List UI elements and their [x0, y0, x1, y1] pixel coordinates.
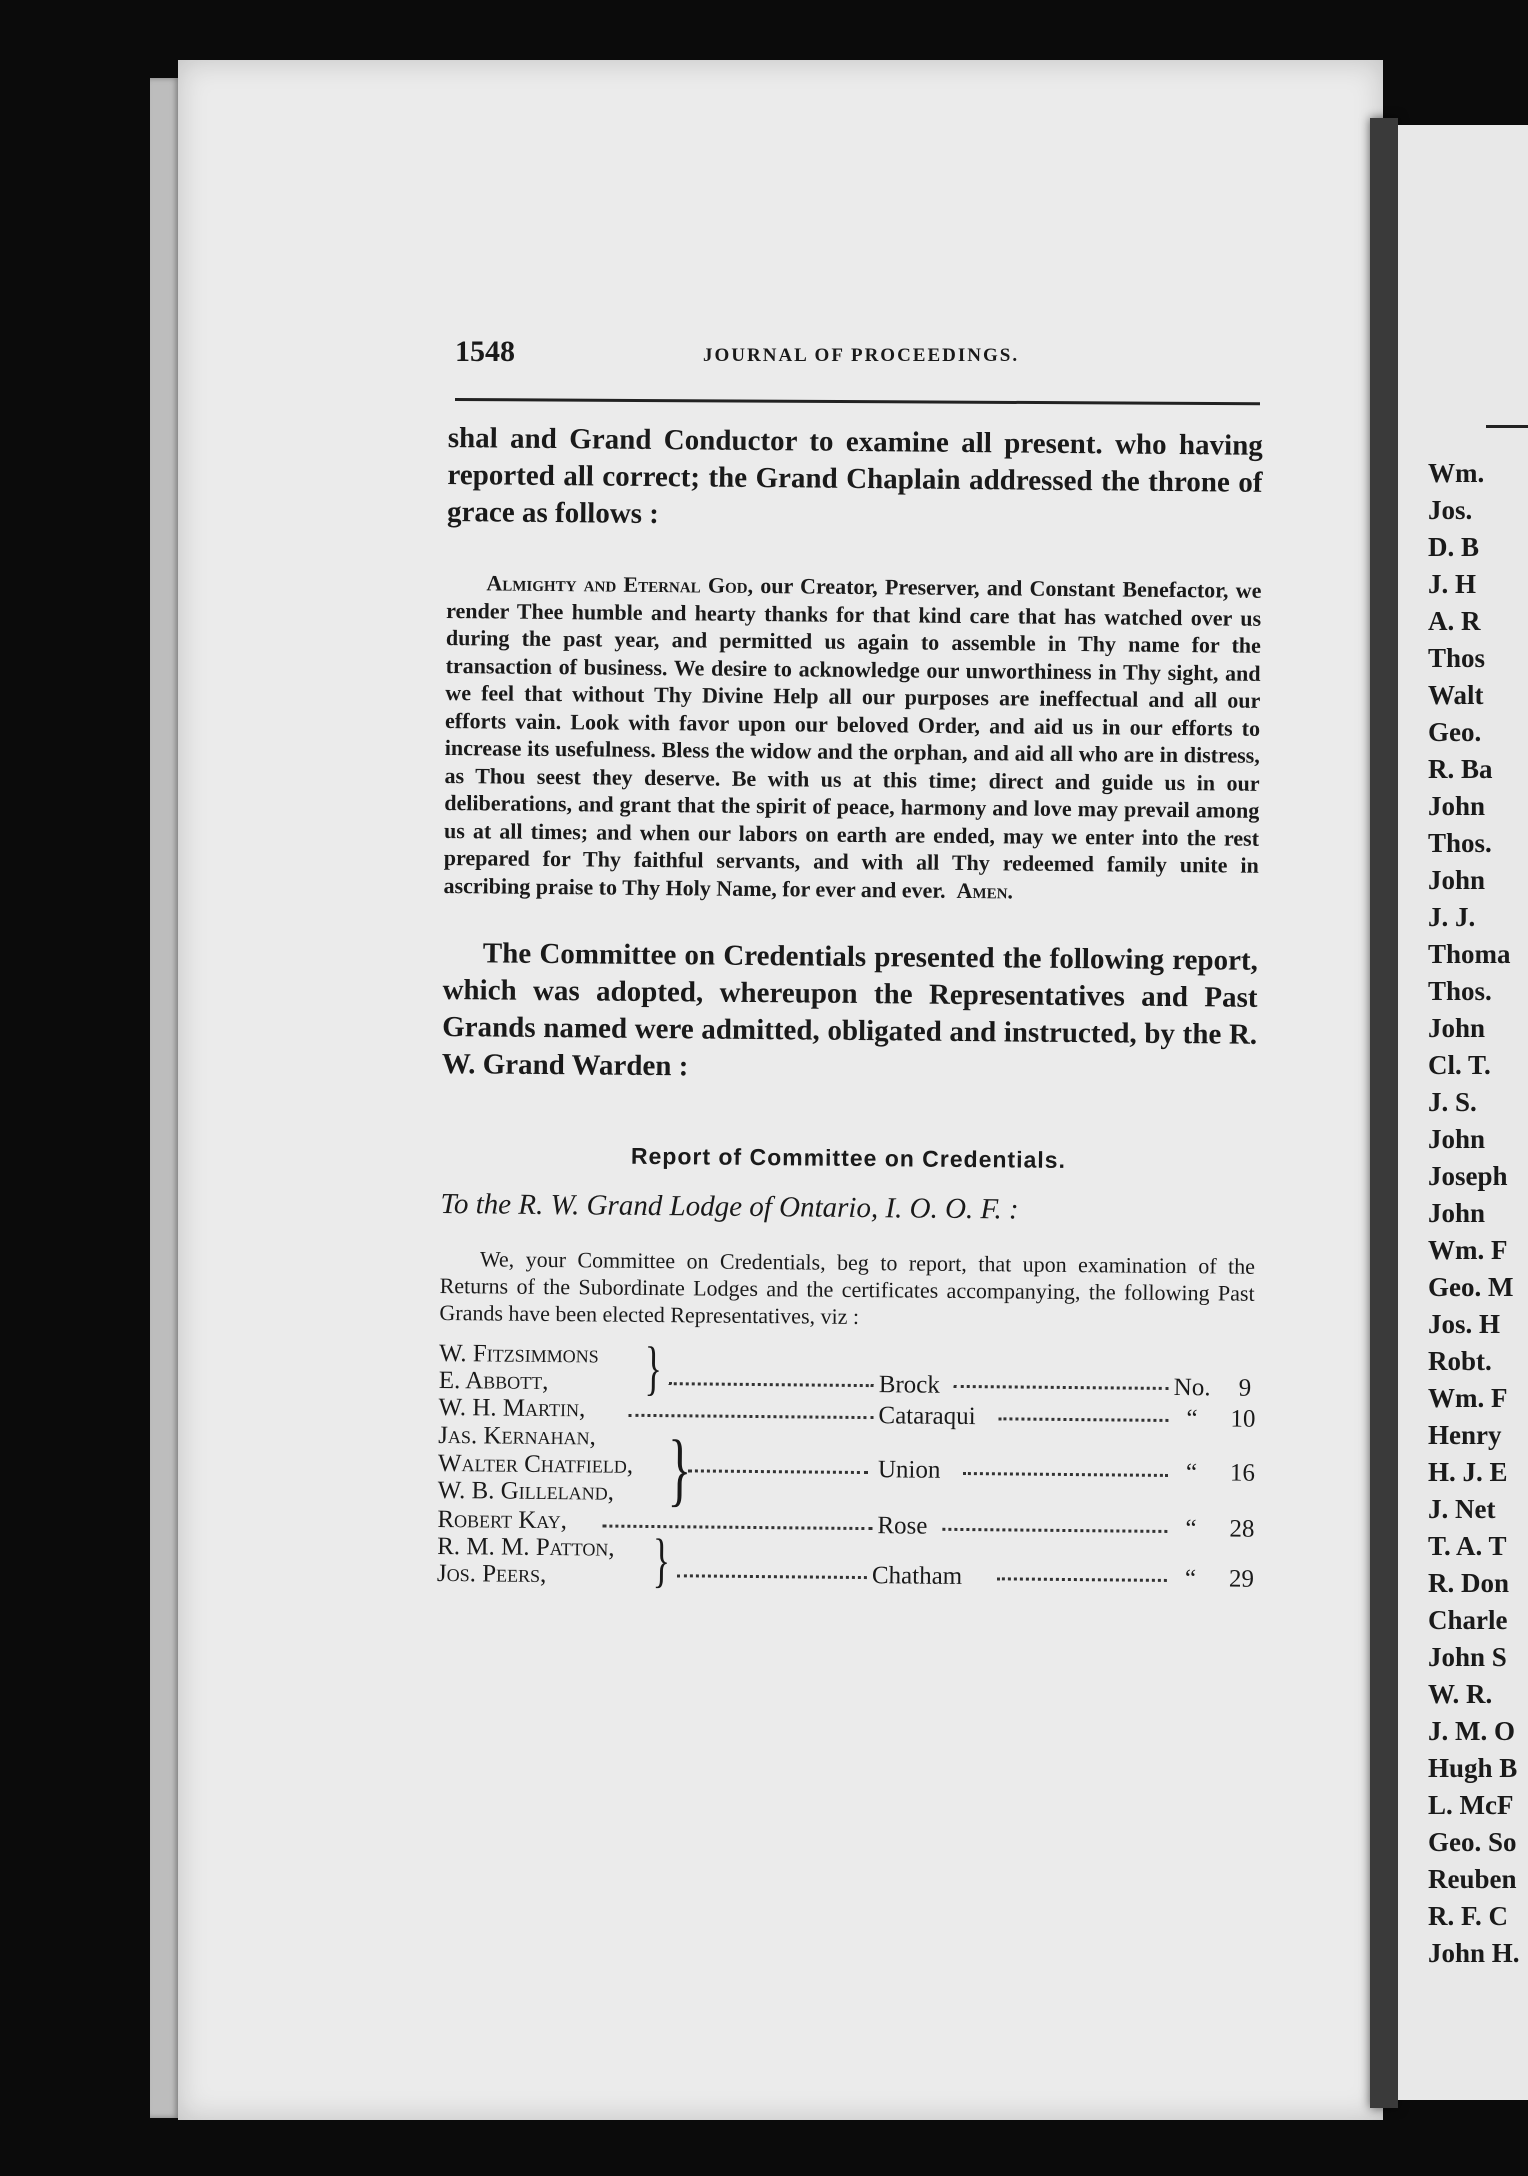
- lodge-name: Chatham: [871, 1562, 963, 1590]
- representative-name: W. H. Martin,: [438, 1393, 586, 1423]
- list-item: W. R.: [1428, 1679, 1493, 1709]
- grouping-brace: }: [644, 1334, 663, 1402]
- prayer-invocation: Almighty and Eternal God,: [486, 570, 754, 598]
- list-item: Charle: [1428, 1605, 1508, 1635]
- list-item: Wm. F: [1428, 1235, 1508, 1265]
- dot-leader: [954, 1385, 1169, 1390]
- list-item: L. McF: [1428, 1790, 1514, 1820]
- list-item: Robt.: [1428, 1346, 1492, 1376]
- representative-name: Walter Chatfield,: [437, 1449, 634, 1479]
- list-item: Henry: [1428, 1420, 1502, 1450]
- representative-name: R. M. M. Patton,: [437, 1532, 615, 1562]
- opening-paragraph: shal and Grand Conductor to examine all present. who having reported all correct; the Grand Chaplain addressed the throne of grace as follows :: [446, 421, 1263, 531]
- list-item: J. H: [1428, 569, 1477, 599]
- list-item: A. R: [1428, 606, 1481, 636]
- lodge-number-label: No.: [1173, 1374, 1211, 1402]
- lodge-number-label: “: [1185, 1459, 1198, 1487]
- dot-leader: [688, 1469, 868, 1474]
- book-gutter: [1370, 118, 1398, 2108]
- lodge-name: Cataraqui: [878, 1402, 976, 1431]
- dot-leader: [997, 1577, 1167, 1582]
- next-page-fragment: [1398, 125, 1528, 2100]
- running-title: JOURNAL OF PROCEEDINGS.: [703, 345, 1020, 366]
- list-item: Walt: [1428, 680, 1484, 710]
- list-item: R. F. C: [1428, 1901, 1509, 1931]
- lodge-name: Rose: [877, 1512, 928, 1540]
- list-item: John S: [1428, 1642, 1507, 1672]
- representative-name: Jas. Kernahan,: [438, 1421, 596, 1451]
- report-address: To the R. W. Grand Lodge of Ontario, I. O. O. F. :: [440, 1187, 1019, 1226]
- report-title: Report of Committee on Credentials.: [630, 1142, 1067, 1173]
- representatives-list: [436, 1334, 1256, 1648]
- page-number: 1548: [455, 335, 515, 368]
- list-item: Joseph: [1428, 1161, 1508, 1191]
- lodge-name: Union: [877, 1456, 941, 1484]
- dot-leader: [602, 1525, 872, 1531]
- dot-leader: [942, 1528, 1167, 1533]
- list-item: John: [1428, 1124, 1486, 1154]
- list-item: Geo. So: [1428, 1827, 1517, 1857]
- lodge-number-label: “: [1185, 1515, 1197, 1543]
- list-item: Thos.: [1428, 976, 1492, 1006]
- prayer-text: our Creator, Preserver, and Constant Benefactor, we render Thee humble and hearty thanks for that kind care that has watched over us during the past year, and permitted us again to assemble in Thy name for the transaction of business. We desire to acknowledge our unworthiness in Thy sight, and we feel that without Thy Divine Help all our purposes are ineffectual and all our efforts vain. Look with favor upon our beloved Order, and aid us in our efforts to increase its usefulness. Bless the widow and the orphan, and aid all who are in distress, as Thou seest they deserve. Be with us at this time; direct and guide us in our deliberations, and grant that the spirit of peace, harmony and love may prevail among us at all times; and when our labors on earth are ended, may we enter into the rest prepared for Thy faithful servants, and with all Thy redeemed family unite in ascribing praise to Thy Holy Name, for ever and ever.: [443, 572, 1262, 903]
- next-page-name-list: [1428, 455, 1520, 1972]
- list-item: Hugh B: [1428, 1753, 1518, 1783]
- page-header: [455, 335, 1265, 375]
- dot-leader: [963, 1472, 1168, 1477]
- representative-name: W. Fitzsimmons: [438, 1339, 599, 1369]
- list-item: J. M. O: [1428, 1716, 1515, 1746]
- list-item: Wm. F: [1428, 1383, 1508, 1413]
- representative-name: Robert Kay,: [437, 1505, 568, 1535]
- representative-name: W. B. Gilleland,: [437, 1476, 615, 1506]
- prayer-amen: Amen.: [956, 877, 1014, 903]
- list-item: H. J. E: [1428, 1457, 1508, 1487]
- page-content: [436, 420, 1263, 1648]
- list-item: T. A. T: [1428, 1531, 1507, 1561]
- prayer-paragraph: [443, 569, 1261, 907]
- list-item: John: [1428, 791, 1486, 821]
- lodge-number: 10: [1230, 1405, 1256, 1433]
- lodge-number: 28: [1229, 1515, 1255, 1543]
- lodge-number-label: “: [1184, 1565, 1197, 1593]
- lodge-number: 16: [1229, 1459, 1256, 1487]
- dot-leader: [628, 1414, 873, 1419]
- list-item: J. S.: [1428, 1087, 1477, 1117]
- grouping-brace: }: [667, 1423, 692, 1515]
- list-item: Geo.: [1428, 717, 1482, 747]
- list-item: Reuben: [1428, 1864, 1517, 1894]
- dot-leader: [998, 1417, 1168, 1422]
- list-item: Wm.: [1428, 458, 1485, 488]
- list-item: John: [1428, 1198, 1486, 1228]
- list-item: R. Ba: [1428, 754, 1493, 784]
- list-item: John: [1428, 1013, 1486, 1043]
- list-item: Thos: [1428, 643, 1486, 673]
- list-item: John H.: [1428, 1938, 1520, 1968]
- list-item: R. Don: [1428, 1568, 1510, 1598]
- list-item: J. J.: [1428, 902, 1476, 932]
- committee-paragraph: The Committee on Credentials presented the following report, which was adopted, whereupon the Representatives and Past Grands named were admitted, obligated and instructed, by the R. W. Grand Warden :: [441, 937, 1258, 1083]
- list-item: Jos. H: [1428, 1309, 1501, 1339]
- list-item: Jos.: [1428, 495, 1473, 525]
- lodge-name: Brock: [878, 1371, 940, 1399]
- lodge-number: 29: [1228, 1565, 1255, 1593]
- lodge-number-label: “: [1186, 1405, 1198, 1433]
- representative-name: E. Abbott,: [438, 1366, 549, 1396]
- dot-leader: [669, 1382, 874, 1387]
- list-item: Thoma: [1428, 939, 1511, 969]
- lodge-number: 9: [1238, 1374, 1252, 1402]
- list-item: J. Net: [1428, 1494, 1496, 1524]
- list-item: John: [1428, 865, 1486, 895]
- representative-name: Jos. Peers,: [436, 1559, 547, 1588]
- list-item: Thos.: [1428, 828, 1492, 858]
- dot-leader: [677, 1574, 867, 1579]
- grouping-brace: }: [652, 1527, 671, 1594]
- list-item: D. B: [1428, 532, 1480, 562]
- preceding-page-edge: [150, 78, 180, 2118]
- report-body: We, your Committee on Credentials, beg to report, that upon examination of the Returns of the Subordinate Lodges and the certificates accompanying, the following Past Grands have been elected Representatives, viz :: [439, 1246, 1256, 1329]
- list-item: Geo. M: [1428, 1272, 1514, 1302]
- next-page-rule: [1486, 425, 1528, 428]
- list-item: Cl. T.: [1428, 1050, 1491, 1080]
